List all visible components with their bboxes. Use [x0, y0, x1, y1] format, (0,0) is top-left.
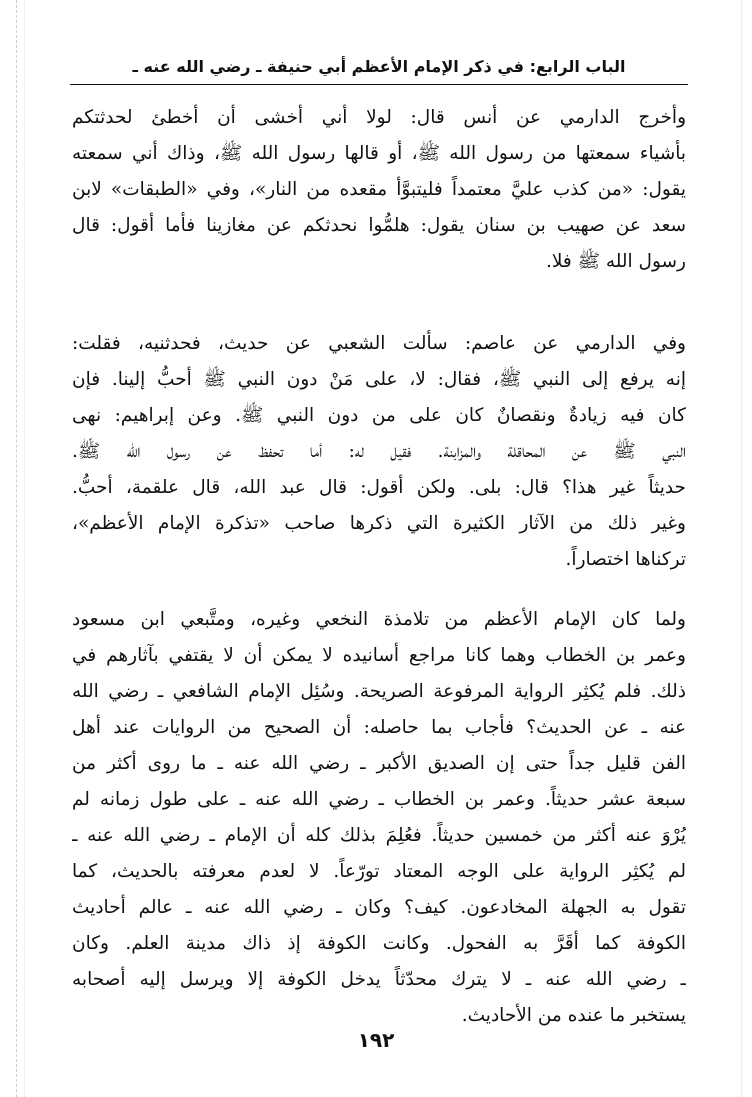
scan-margin-line [24, 0, 25, 1097]
paragraph-1 [72, 100, 686, 280]
text-line: بأشياء سمعتها من رسول الله ﷺ، أو قالها رسول الله ﷺ، وذاك أني سمعته [72, 143, 686, 164]
text-line: عنه ـ عن الحديث؟ فأجاب بما حاصله: أن الصحيح من الروايات عند أهل [72, 717, 686, 738]
paragraph-2 [72, 326, 686, 578]
text-line: يُرْوَ عنه أكثر من خمسين حديثاً. فعُلِمَ بذلك كله أن الإمام ـ رضي الله عنه ـ [72, 825, 686, 846]
text-line: حديثاً غير هذا؟ قال: بلى. ولكن أقول: قال عبد الله، قال علقمة، أحبُّ. [72, 477, 686, 498]
text-line: يستخبر ما عنده من الأحاديث. [461, 1005, 686, 1026]
text-line: إنه يرفع إلى النبي ﷺ، فقال: لا، على مَنْ دون النبي ﷺ أحبُّ إلينا. فإن [72, 369, 686, 390]
paragraph-3 [72, 602, 686, 1034]
text-line: لم يُكثِر الرواية على الوجه المعتاد تورّعاً. لا لعدم معرفته بالحديث، كما [72, 861, 686, 882]
text-line: ـ رضي الله عنه ـ لا يترك محدّثاً يدخل الكوفة إلا ويرسل إليه أصحابه [72, 969, 686, 990]
text-line: سعد عن صهيب بن سنان يقول: هلمُّوا نحدثكم عن مغازينا فأما أقول: قال [72, 215, 686, 236]
text-line: النبي ﷺ عن المحاقلة والمزابنة. فقيل له: أما تحفظ عن رسول الله ﷺ. [72, 441, 686, 462]
running-head: الباب الرابع: في ذكر الإمام الأعظم أبي حنيفة ـ رضي الله عنه ـ [132, 57, 626, 76]
text-line: وفي الدارمي عن عاصم: سألت الشعبي عن حديث، فحدثنيه، فقلت: [72, 333, 686, 354]
text-line: تركناها اختصاراً. [565, 549, 686, 570]
text-line: سبعة عشر حديثاً. وعمر بن الخطاب ـ رضي الله عنه ـ على طول زمانه لم [72, 789, 686, 810]
text-line: رسول الله ﷺ فلا. [545, 251, 686, 272]
text-line: يقول: «من كذب عليَّ معتمداً فليتبوَّأ مقعده من النار»، وفي «الطبقات» لابن [72, 179, 686, 200]
scan-margin-line [741, 0, 742, 1097]
text-line: وعمر بن الخطاب وهما كانا مراجع أسانيده لا يمكن أن لا يقتفي بآثارهم في [72, 645, 686, 666]
text-line: كان فيه زيادةٌ ونقصانٌ كان على من دون النبي ﷺ. وعن إبراهيم: نهى [72, 405, 686, 426]
text-line: الفن قليل جداً حتى إن الصديق الأكبر ـ رضي الله عنه ـ ما روى أكثر من [72, 753, 686, 774]
page-number: ١٩٢ [357, 1028, 395, 1052]
text-line: وغير ذلك من الآثار الكثيرة التي ذكرها صاحب «تذكرة الإمام الأعظم»، [72, 513, 686, 534]
text-line: ولما كان الإمام الأعظم من تلامذة النخعي وغيره، ومتَّبعي ابن مسعود [72, 609, 686, 630]
text-line: وأخرج الدارمي عن أنس قال: لولا أني أخشى أن أخطئ لحدثتكم [72, 107, 686, 128]
scan-margin-line [16, 0, 17, 1097]
text-line: تقول به الجهلة المخادعون. كيف؟ وكان ـ رضي الله عنه ـ عالم أحاديث [72, 897, 686, 918]
text-line: ذلك. فلم يُكثِر الرواية المرفوعة الصريحة. وسُئِل الإمام الشافعي ـ رضي الله [72, 681, 686, 702]
text-line: الكوفة كما أقَرَّ به الفحول. وكانت الكوفة إذ ذاك مدينة العلم. وكان [72, 933, 686, 954]
header-rule [70, 84, 688, 85]
